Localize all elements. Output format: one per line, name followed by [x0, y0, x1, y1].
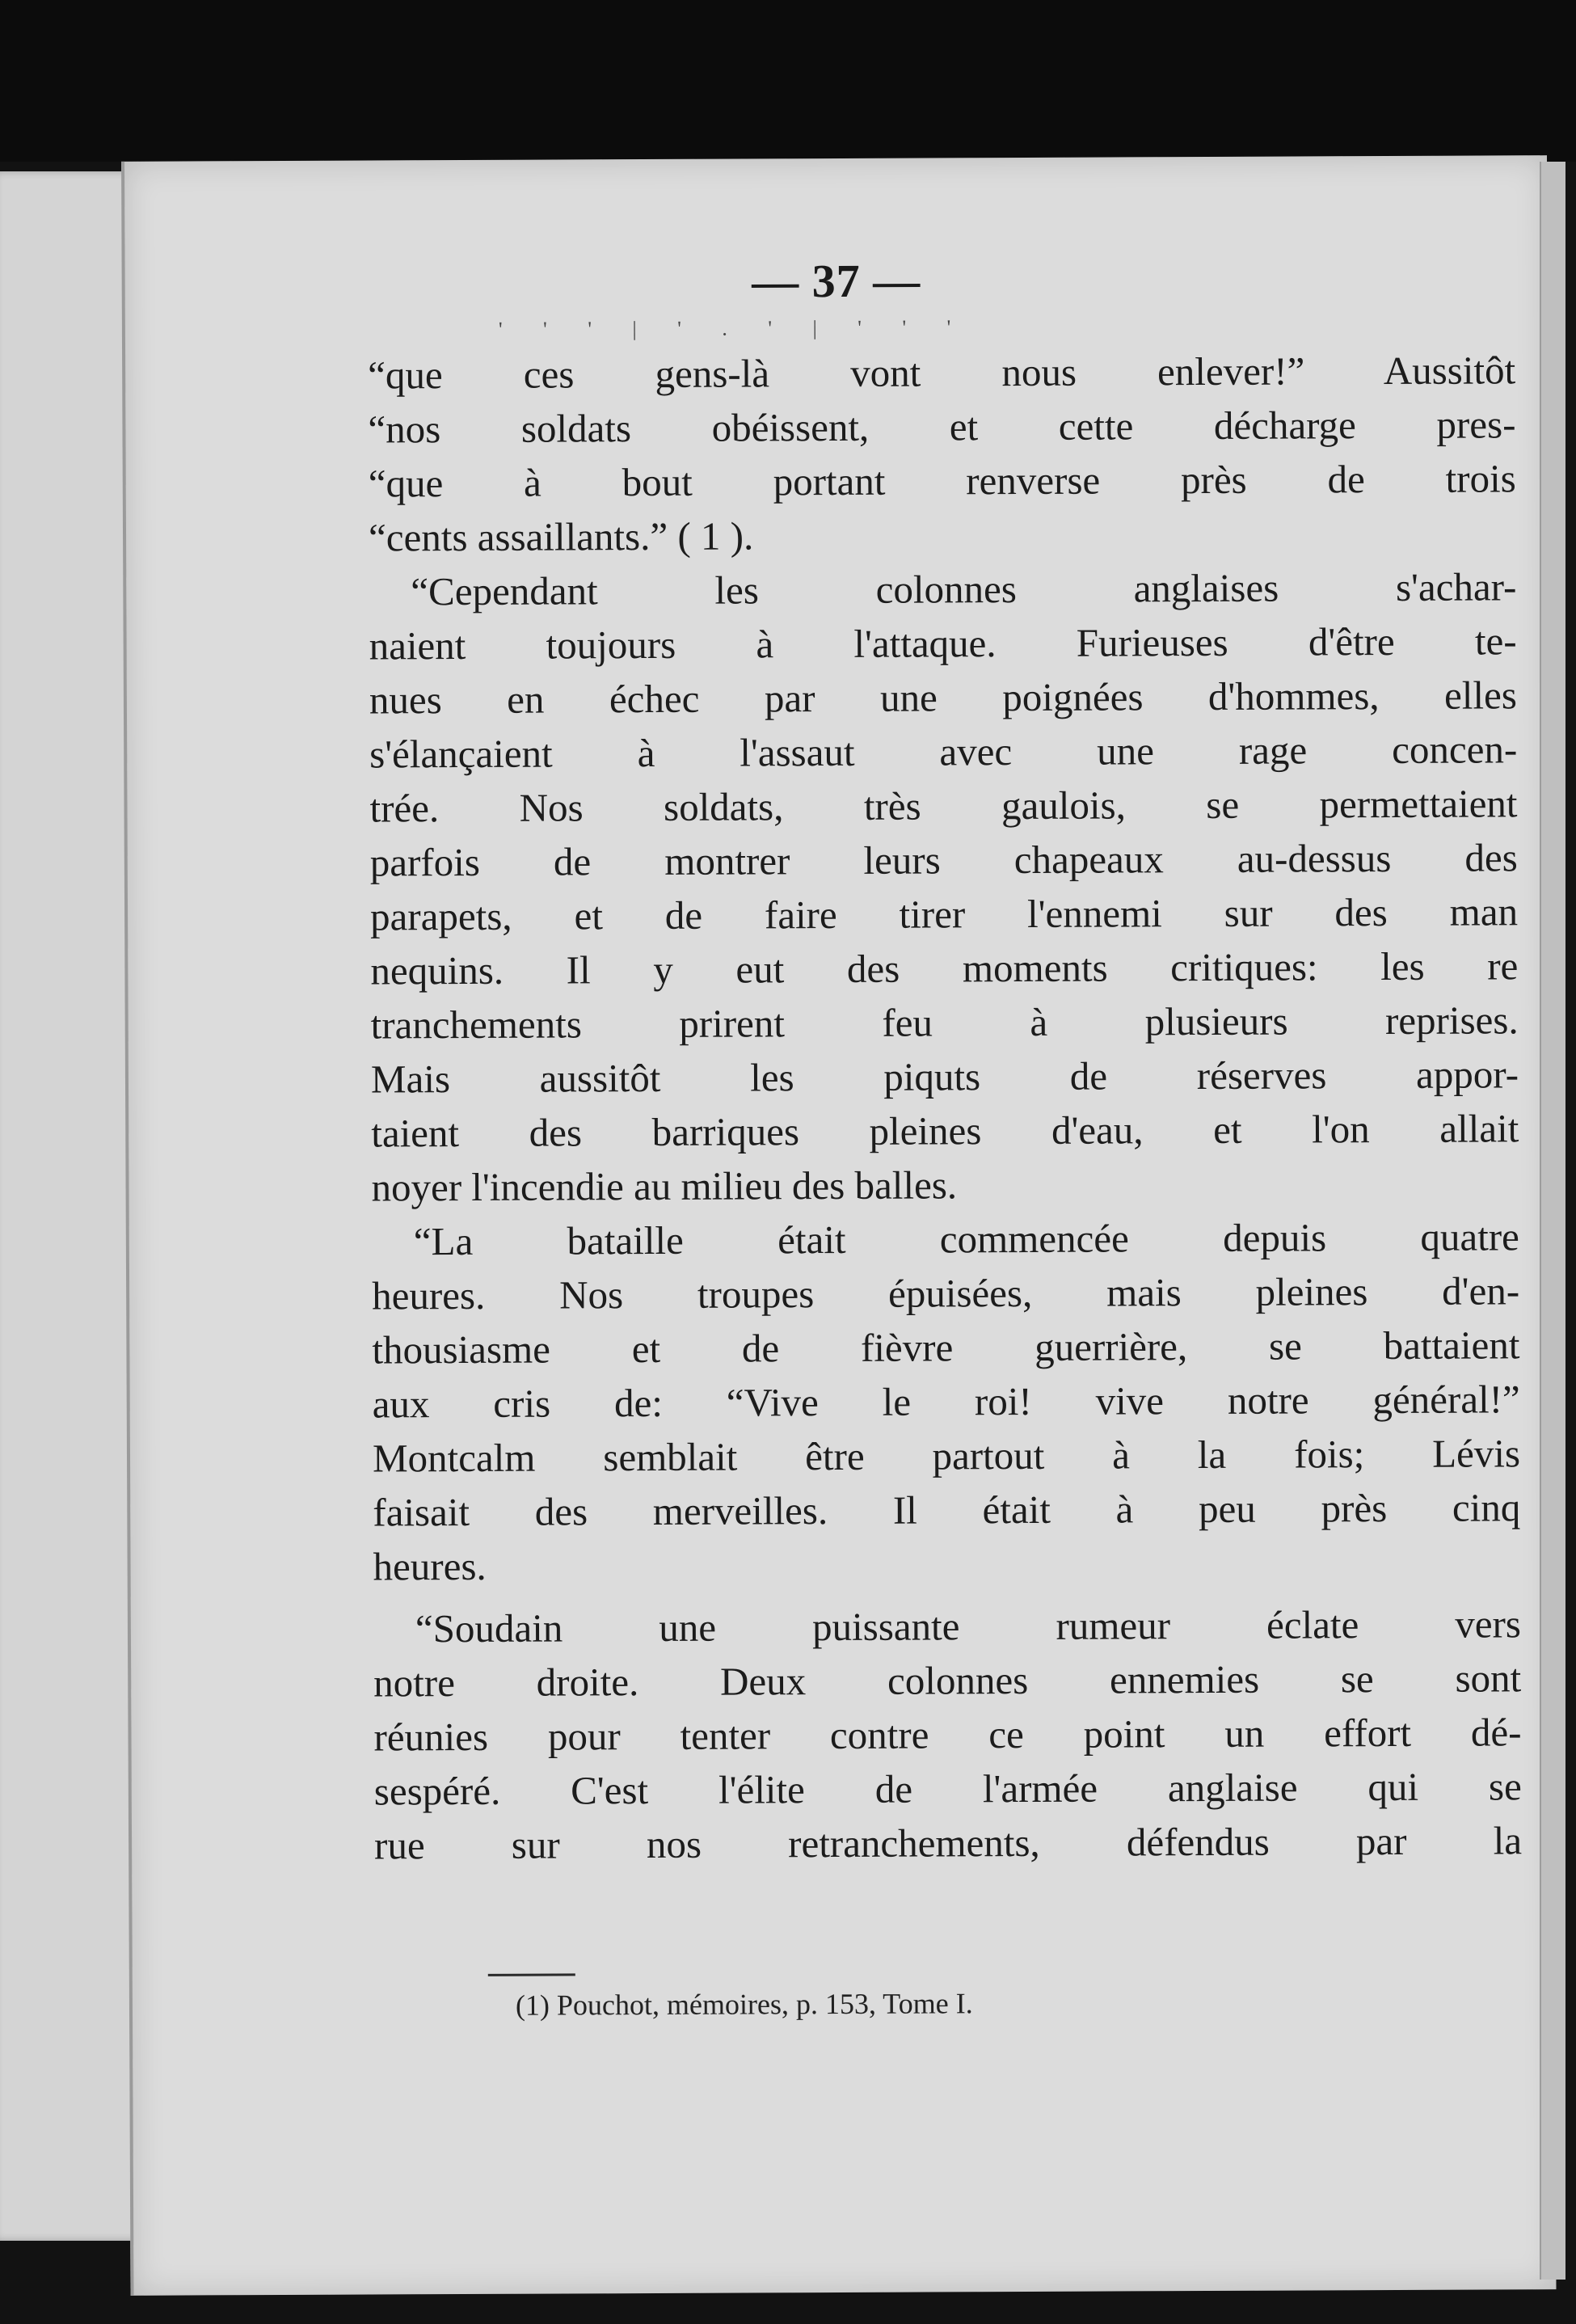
- text-line: Montcalm semblait être partout à la fois; Lévis: [372, 1431, 1521, 1481]
- text-line: rue sur nos retranchements, défendus par la: [373, 1818, 1523, 1868]
- text-line: “que ces gens-là vont nous enlever!” Aussitôt: [368, 348, 1516, 398]
- book-page: [121, 155, 1557, 2296]
- text-line: “La bataille était commencée depuis quatre: [413, 1214, 1519, 1264]
- text-line: sespéré. C'est l'élite de l'armée anglaise qui se: [373, 1764, 1522, 1814]
- text-line: parfois de montrer leurs chapeaux au-dessus des: [369, 835, 1518, 885]
- text-line: “que à bout portant renverse près de trois: [368, 456, 1516, 506]
- text-line: “nos soldats obéissent, et cette décharge pres-: [368, 402, 1516, 452]
- scan-top-border: [0, 0, 1576, 162]
- text-line: réunies pour tenter contre ce point un effort dé-: [373, 1710, 1522, 1760]
- text-line: “cents assaillants.” ( 1 ).: [368, 513, 754, 560]
- text-line: thousiasme et de fièvre guerrière, se battaient: [372, 1322, 1520, 1373]
- text-line: heures.: [373, 1543, 487, 1589]
- text-line: taient des barriques pleines d'eau, et l'on allait: [371, 1106, 1519, 1156]
- text-line: faisait des merveilles. Il était à peu près cinq: [373, 1485, 1521, 1535]
- text-line: “Soudain une puissante rumeur éclate vers: [415, 1601, 1522, 1651]
- text-line: nequins. Il y eut des moments critiques: les re: [370, 943, 1519, 993]
- text-line: parapets, et de faire tirer l'ennemi sur des man: [369, 889, 1519, 939]
- text-line: notre droite. Deux colonnes ennemies se sont: [373, 1655, 1522, 1706]
- text-line: tranchements prirent feu à plusieurs reprises.: [370, 998, 1519, 1048]
- text-line: naient toujours à l'attaque. Furieuses d'être te-: [369, 618, 1517, 669]
- print-marks: ' ' ' | ' . ' | ' ' ': [498, 315, 969, 341]
- body-text: [368, 343, 1522, 1872]
- text-line: trée. Nos soldats, très gaulois, se permettaient: [369, 781, 1518, 831]
- text-line: heures. Nos troupes épuisées, mais pleines d'en-: [372, 1268, 1520, 1318]
- footnote-rule: [488, 1973, 575, 1976]
- text-line: s'élançaient à l'assaut avec une rage concen-: [369, 727, 1518, 777]
- footnote: (1) Pouchot, mémoires, p. 153, Tome I.: [515, 1987, 973, 2022]
- text-line: noyer l'incendie au milieu des balles.: [371, 1162, 958, 1210]
- page-stack-edge: [1540, 162, 1565, 2280]
- page-number: — 37 —: [752, 254, 921, 308]
- text-line: nues en échec par une poignées d'hommes, elles: [369, 673, 1518, 723]
- text-line: “Cependant les colonnes anglaises s'achar-: [411, 564, 1517, 614]
- text-line: aux cris de: “Vive le roi! vive notre général!”: [372, 1377, 1520, 1427]
- text-line: Mais aussitôt les piquts de réserves appor-: [370, 1052, 1519, 1102]
